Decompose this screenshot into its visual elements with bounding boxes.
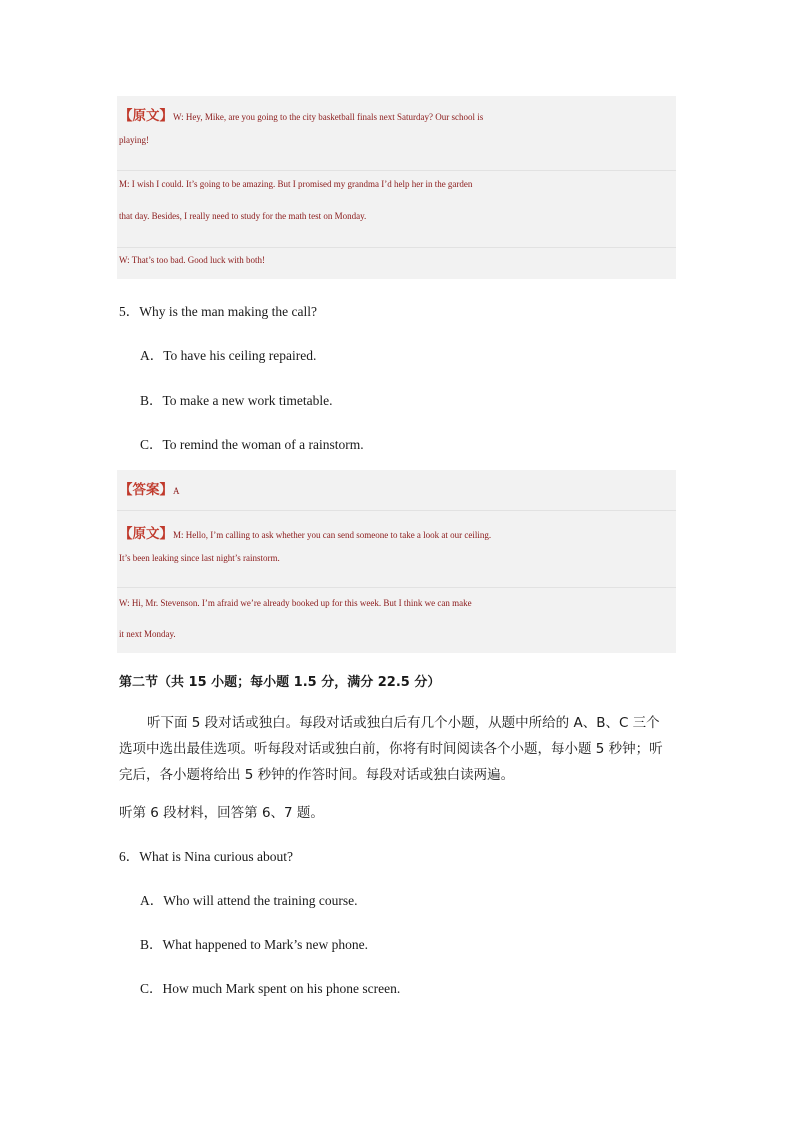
option-c: C．How much Mark spent on his phone screen. xyxy=(140,981,401,996)
answer-line xyxy=(119,478,794,498)
transcript-text: M: Hello, I’m calling to ask whether you can send someone to take a look at our ceiling. xyxy=(173,530,492,540)
transcript-line: It’s been leaking since last night’s rainstorm. xyxy=(119,553,280,563)
option-b: B．To make a new work timetable. xyxy=(140,393,333,408)
material-instruction: 听第 6 段材料，回答第 6、7 题。 xyxy=(119,805,324,821)
transcript-line: W: Hi, Mr. Stevenson. I’m afraid we’re already booked up for this week. But I think we can make xyxy=(119,598,472,608)
option-c: C．To remind the woman of a rainstorm. xyxy=(140,437,364,452)
transcript-tag: 【原文】 xyxy=(119,526,173,542)
instructions-line: 选项中选出最佳选项。听每段对话或独白前，你将有时间阅读各个小题，每小题 5 秒钟；听 xyxy=(119,741,663,757)
transcript-line: M: I wish I could. It’s going to be amazing. But I promised my grandma I’d help her in the garden xyxy=(119,179,473,189)
option-b: B．What happened to Mark’s new phone. xyxy=(140,937,368,952)
answer-value: A xyxy=(173,486,180,496)
transcript-line: W: That’s too bad. Good luck with both! xyxy=(119,255,265,265)
transcript-line: playing! xyxy=(119,135,149,145)
transcript-line xyxy=(119,522,794,542)
transcript-line xyxy=(119,104,794,124)
answer-tag: 【答案】 xyxy=(119,482,173,498)
question-stem: 5．Why is the man making the call? xyxy=(119,304,317,319)
transcript-line: that day. Besides, I really need to study for the math test on Monday. xyxy=(119,211,367,221)
transcript-tag: 【原文】 xyxy=(119,108,173,124)
option-a: A．To have his ceiling repaired. xyxy=(140,348,317,363)
transcript-text: W: Hey, Mike, are you going to the city basketball finals next Saturday? Our school is xyxy=(173,112,484,122)
option-a: A．Who will attend the training course. xyxy=(140,893,358,908)
transcript-line: it next Monday. xyxy=(119,629,176,639)
divider xyxy=(117,170,676,171)
section-heading: 第二节（共 15 小题；每小题 1.5 分，满分 22.5 分） xyxy=(119,675,441,690)
divider xyxy=(117,247,676,248)
question-stem: 6．What is Nina curious about? xyxy=(119,849,293,864)
divider xyxy=(117,587,676,588)
instructions-line: 听下面 5 段对话或独白。每段对话或独白后有几个小题，从题中所给的 A、B、C 三个 xyxy=(147,715,660,731)
divider xyxy=(117,510,676,511)
instructions-line: 完后，各小题将给出 5 秒钟的作答时间。每段对话或独白读两遍。 xyxy=(119,767,515,783)
